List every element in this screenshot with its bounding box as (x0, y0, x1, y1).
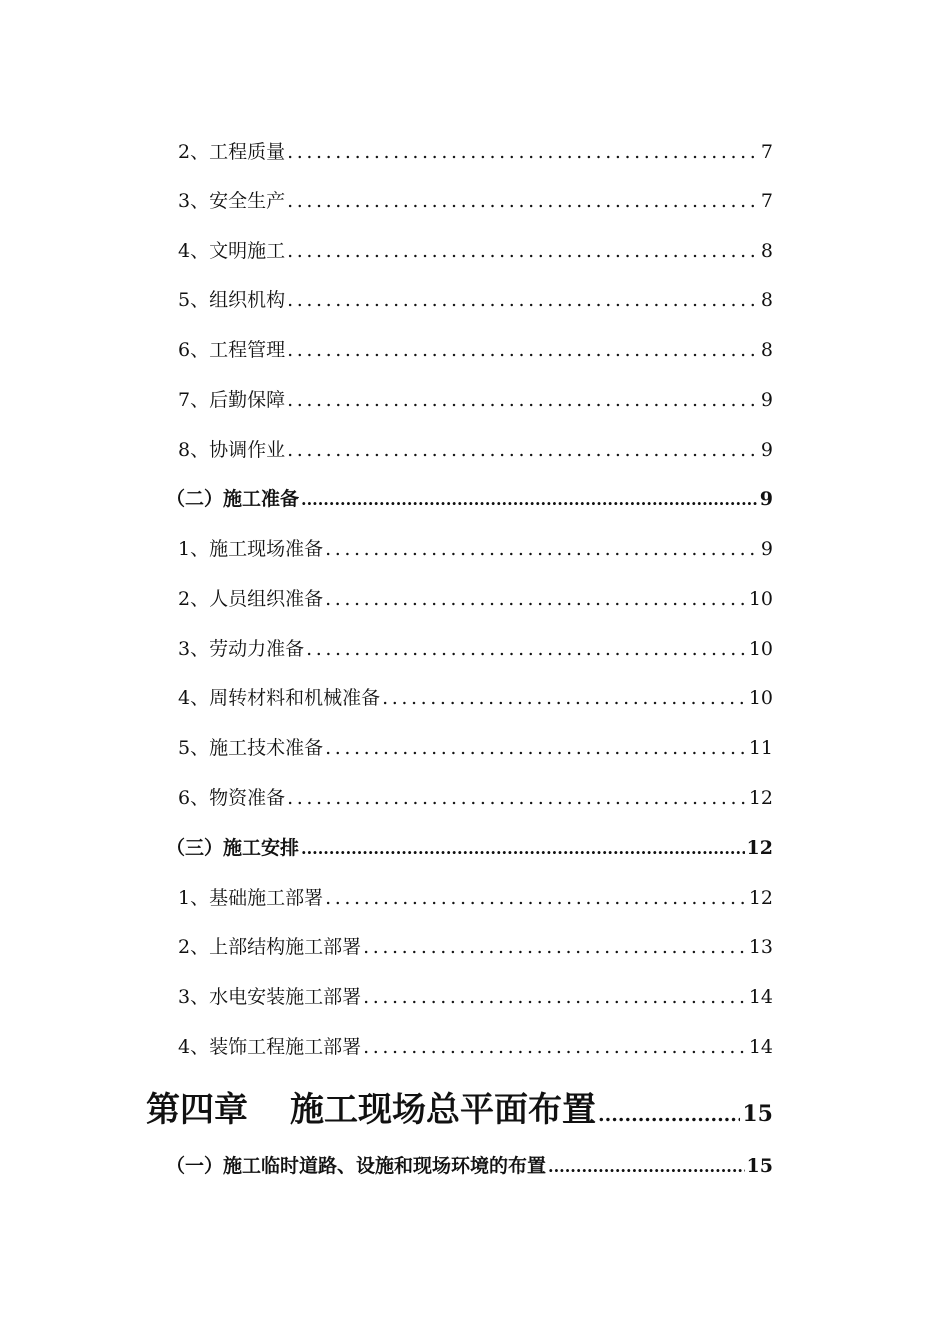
toc-page-number: 14 (748, 986, 773, 1008)
toc-entry-label: 7、后勤保障 (178, 389, 286, 411)
dot-leader (548, 1152, 745, 1182)
toc-page-number: 9 (759, 488, 773, 510)
toc-entry-labor-preparation[interactable] (178, 635, 773, 663)
toc-page-number: 7 (760, 141, 773, 163)
toc-entry-label: 5、施工技术准备 (178, 737, 324, 759)
dot-leader (287, 784, 747, 812)
toc-entry-label: 6、工程管理 (178, 339, 286, 361)
toc-entry-label: 5、组织机构 (178, 289, 286, 311)
toc-page-number: 10 (748, 588, 773, 610)
dot-leader (287, 336, 759, 364)
toc-entry-label: 2、上部结构施工部署 (178, 936, 362, 958)
toc-entry-label: 8、协调作业 (178, 439, 286, 461)
toc-section-temporary-roads-facilities[interactable] (166, 1151, 773, 1181)
toc-entry-engineering-management[interactable] (178, 336, 773, 364)
dot-leader (287, 187, 759, 215)
dot-leader (325, 734, 747, 762)
dot-leader (363, 933, 747, 961)
toc-entry-organization[interactable] (178, 286, 773, 314)
toc-entry-site-preparation[interactable] (178, 535, 773, 563)
dot-leader (598, 1091, 740, 1139)
toc-entry-logistics[interactable] (178, 386, 773, 414)
toc-page-number: 9 (760, 538, 773, 560)
toc-entry-supplies-preparation[interactable] (178, 784, 773, 812)
toc-page-number: 9 (760, 439, 773, 461)
dot-leader (287, 286, 759, 314)
dot-leader (325, 884, 747, 912)
dot-leader (287, 436, 759, 464)
toc-entry-label: 2、人员组织准备 (178, 588, 324, 610)
dot-leader (301, 485, 758, 515)
toc-entry-label: 3、水电安装施工部署 (178, 986, 362, 1008)
toc-page-number: 9 (760, 389, 773, 411)
toc-page-number: 15 (742, 1101, 773, 1127)
toc-page-number: 8 (760, 289, 773, 311)
toc-section-construction-arrangement[interactable] (166, 833, 773, 863)
toc-page-number: 12 (748, 787, 773, 809)
toc-entry-coordination[interactable] (178, 436, 773, 464)
toc-page-number: 12 (748, 887, 773, 909)
dot-leader (306, 635, 747, 663)
toc-entry-mep-deployment[interactable] (178, 983, 773, 1011)
chapter-title: 施工现场总平面布置 (290, 1090, 596, 1130)
toc-entry-foundation-deployment[interactable] (178, 884, 773, 912)
toc-entry-decoration-deployment[interactable] (178, 1033, 773, 1061)
toc-entry-personnel-preparation[interactable] (178, 585, 773, 613)
toc-entry-label: 1、施工现场准备 (178, 538, 324, 560)
toc-entry-label: 4、装饰工程施工部署 (178, 1036, 362, 1058)
toc-page-number: 14 (748, 1036, 773, 1058)
toc-section-label: （一）施工临时道路、设施和现场环境的布置 (166, 1155, 547, 1177)
dot-leader (382, 684, 747, 712)
toc-page-number: 13 (748, 936, 773, 958)
toc-entry-label: 1、基础施工部署 (178, 887, 324, 909)
toc-entry-label: 4、周转材料和机械准备 (178, 687, 381, 709)
toc-page-number: 8 (760, 240, 773, 262)
toc-chapter-label (146, 1086, 596, 1134)
toc-section-label: （二）施工准备 (166, 488, 300, 510)
toc-page-number: 12 (746, 837, 773, 859)
toc-page-number: 10 (748, 638, 773, 660)
dot-leader (363, 1033, 747, 1061)
dot-leader (301, 834, 745, 864)
chapter-number: 第四章 (146, 1090, 248, 1130)
toc-entry-materials-machinery[interactable] (178, 684, 773, 712)
dot-leader (287, 138, 759, 166)
toc-page-number: 11 (748, 737, 773, 759)
toc-entry-label: 4、文明施工 (178, 240, 286, 262)
toc-page-number: 10 (748, 687, 773, 709)
toc-page-number: 7 (760, 190, 773, 212)
dot-leader (325, 535, 759, 563)
dot-leader (363, 983, 747, 1011)
toc-entry-safety-production[interactable] (178, 187, 773, 215)
toc-entry-technical-preparation[interactable] (178, 734, 773, 762)
toc-entry-label: 2、工程质量 (178, 141, 286, 163)
toc-page-number: 8 (760, 339, 773, 361)
dot-leader (287, 237, 759, 265)
toc-section-label: （三）施工安排 (166, 837, 300, 859)
toc-section-construction-preparation[interactable] (166, 484, 773, 514)
toc-entry-label: 3、劳动力准备 (178, 638, 305, 660)
dot-leader (325, 585, 747, 613)
dot-leader (287, 386, 759, 414)
toc-entry-engineering-quality[interactable] (178, 138, 773, 166)
toc-entry-civilized-construction[interactable] (178, 237, 773, 265)
toc-entry-label: 3、安全生产 (178, 190, 286, 212)
toc-page-number: 15 (746, 1155, 773, 1177)
toc-entry-label: 6、物资准备 (178, 787, 286, 809)
toc-entry-superstructure-deployment[interactable] (178, 933, 773, 961)
toc-chapter-site-layout[interactable] (146, 1086, 773, 1134)
